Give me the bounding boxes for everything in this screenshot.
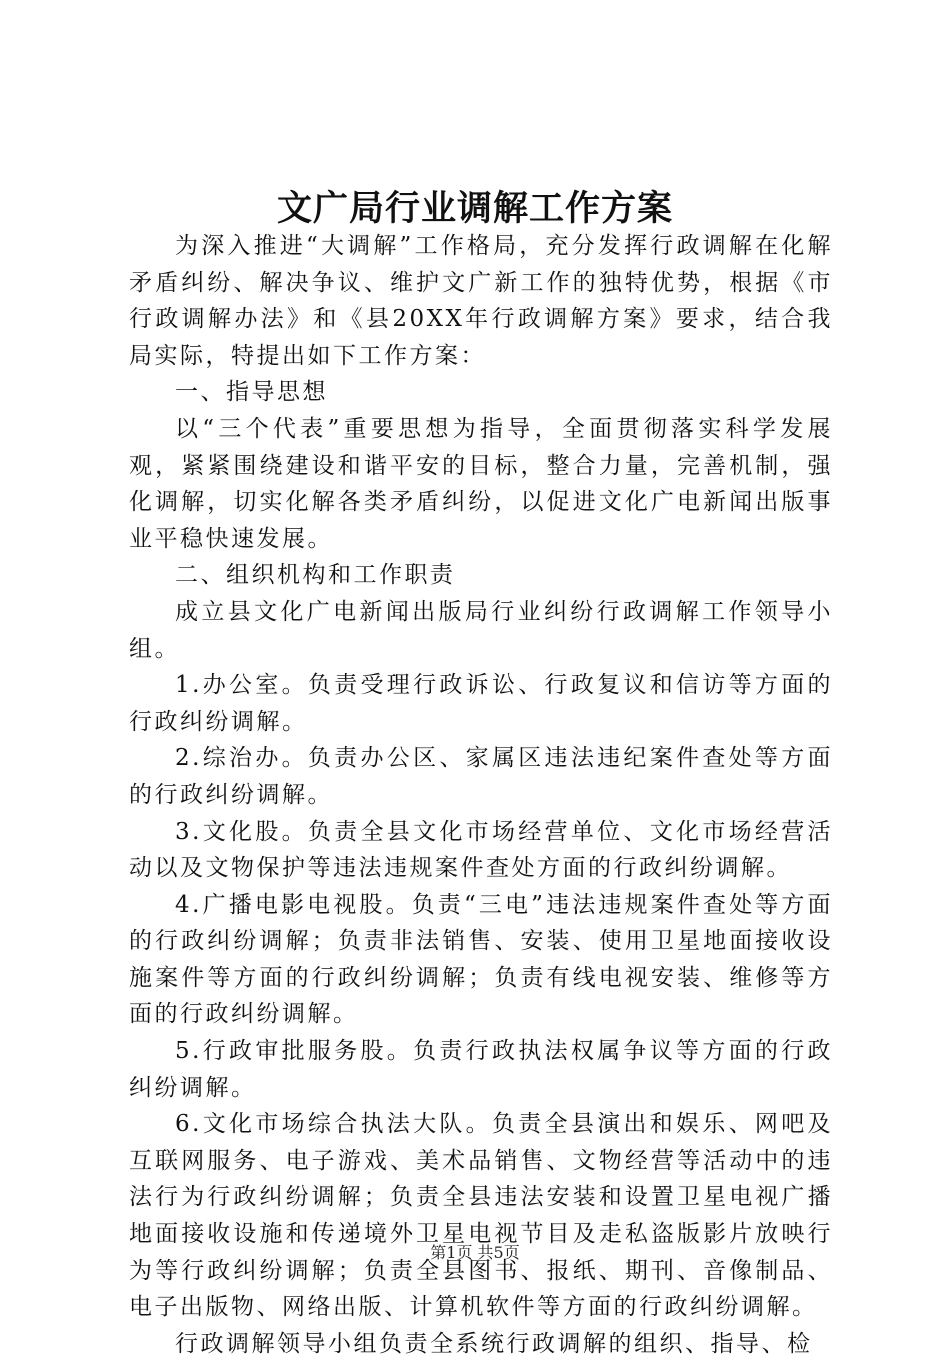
page-number-footer: 第1页 共5页 xyxy=(430,1243,520,1262)
section-heading-guiding-ideology: 一、指导思想 xyxy=(175,379,328,406)
section-heading-organization: 二、组织机构和工作职责 xyxy=(175,562,456,589)
duty-item-office: 1.办公室。负责受理行政诉讼、行政复议和信访等方面的行政纠纷调解。 xyxy=(129,672,833,735)
document-title: 文广局行业调解工作方案 xyxy=(276,188,673,229)
duty-item-enforcement-team: 6.文化市场综合执法大队。负责全县演出和娱乐、网吧及互联网服务、电子游戏、美术品销售、文物经营等活动中的违法行为行政纠纷调解；负责全县违法安装和设置卫星电视广播地面接收设施和传递境外卫星电视节目及走私盗版影片放映行为等行政纠纷调解；负责全县图书、报纸、期刊、音像制品、电子出版物、网络出版、计算机软件等方面的行政纠纷调解。 xyxy=(129,1111,833,1321)
duty-item-approval-section: 5.行政审批服务股。负责行政执法权属争议等方面的行政纠纷调解。 xyxy=(129,1038,833,1101)
document-body xyxy=(129,228,833,1362)
duty-item-comprehensive-office: 2.综治办。负责办公区、家属区违法违纪案件查处等方面的行政纠纷调解。 xyxy=(129,745,833,808)
duty-item-broadcast-section: 4.广播电影电视股。负责“三电”违法违规案件查处等方面的行政纠纷调解；负责非法销售、安装、使用卫星地面接收设施案件等方面的行政纠纷调解；负责有线电视安装、维修等方面的行政纠纷调解。 xyxy=(129,891,833,1028)
duty-item-culture-section: 3.文化股。负责全县文化市场经营单位、文化市场经营活动以及文物保护等违法违规案件查处方面的行政纠纷调解。 xyxy=(129,818,833,882)
organization-paragraph: 成立县文化广电新闻出版局行业纠纷行政调解工作领导小组。 xyxy=(129,598,833,662)
leadership-group-paragraph: 行政调解领导小组负责全系统行政调解的组织、指导、检 xyxy=(175,1330,813,1357)
guiding-ideology-paragraph: 以“三个代表”重要思想为指导，全面贯彻落实科学发展观，紧紧围绕建设和谐平安的目标，整合力量，完善机制，强化调解，切实化解各类矛盾纠纷，以促进文化广电新闻出版事业平稳快速发展。 xyxy=(129,415,833,552)
intro-paragraph: 为深入推进“大调解”工作格局，充分发挥行政调解在化解矛盾纠纷、解决争议、维护文广新工作的独特优势，根据《市行政调解办法》和《县20XX年行政调解方案》要求，结合我局实际，特提出如下工作方案： xyxy=(129,233,833,369)
